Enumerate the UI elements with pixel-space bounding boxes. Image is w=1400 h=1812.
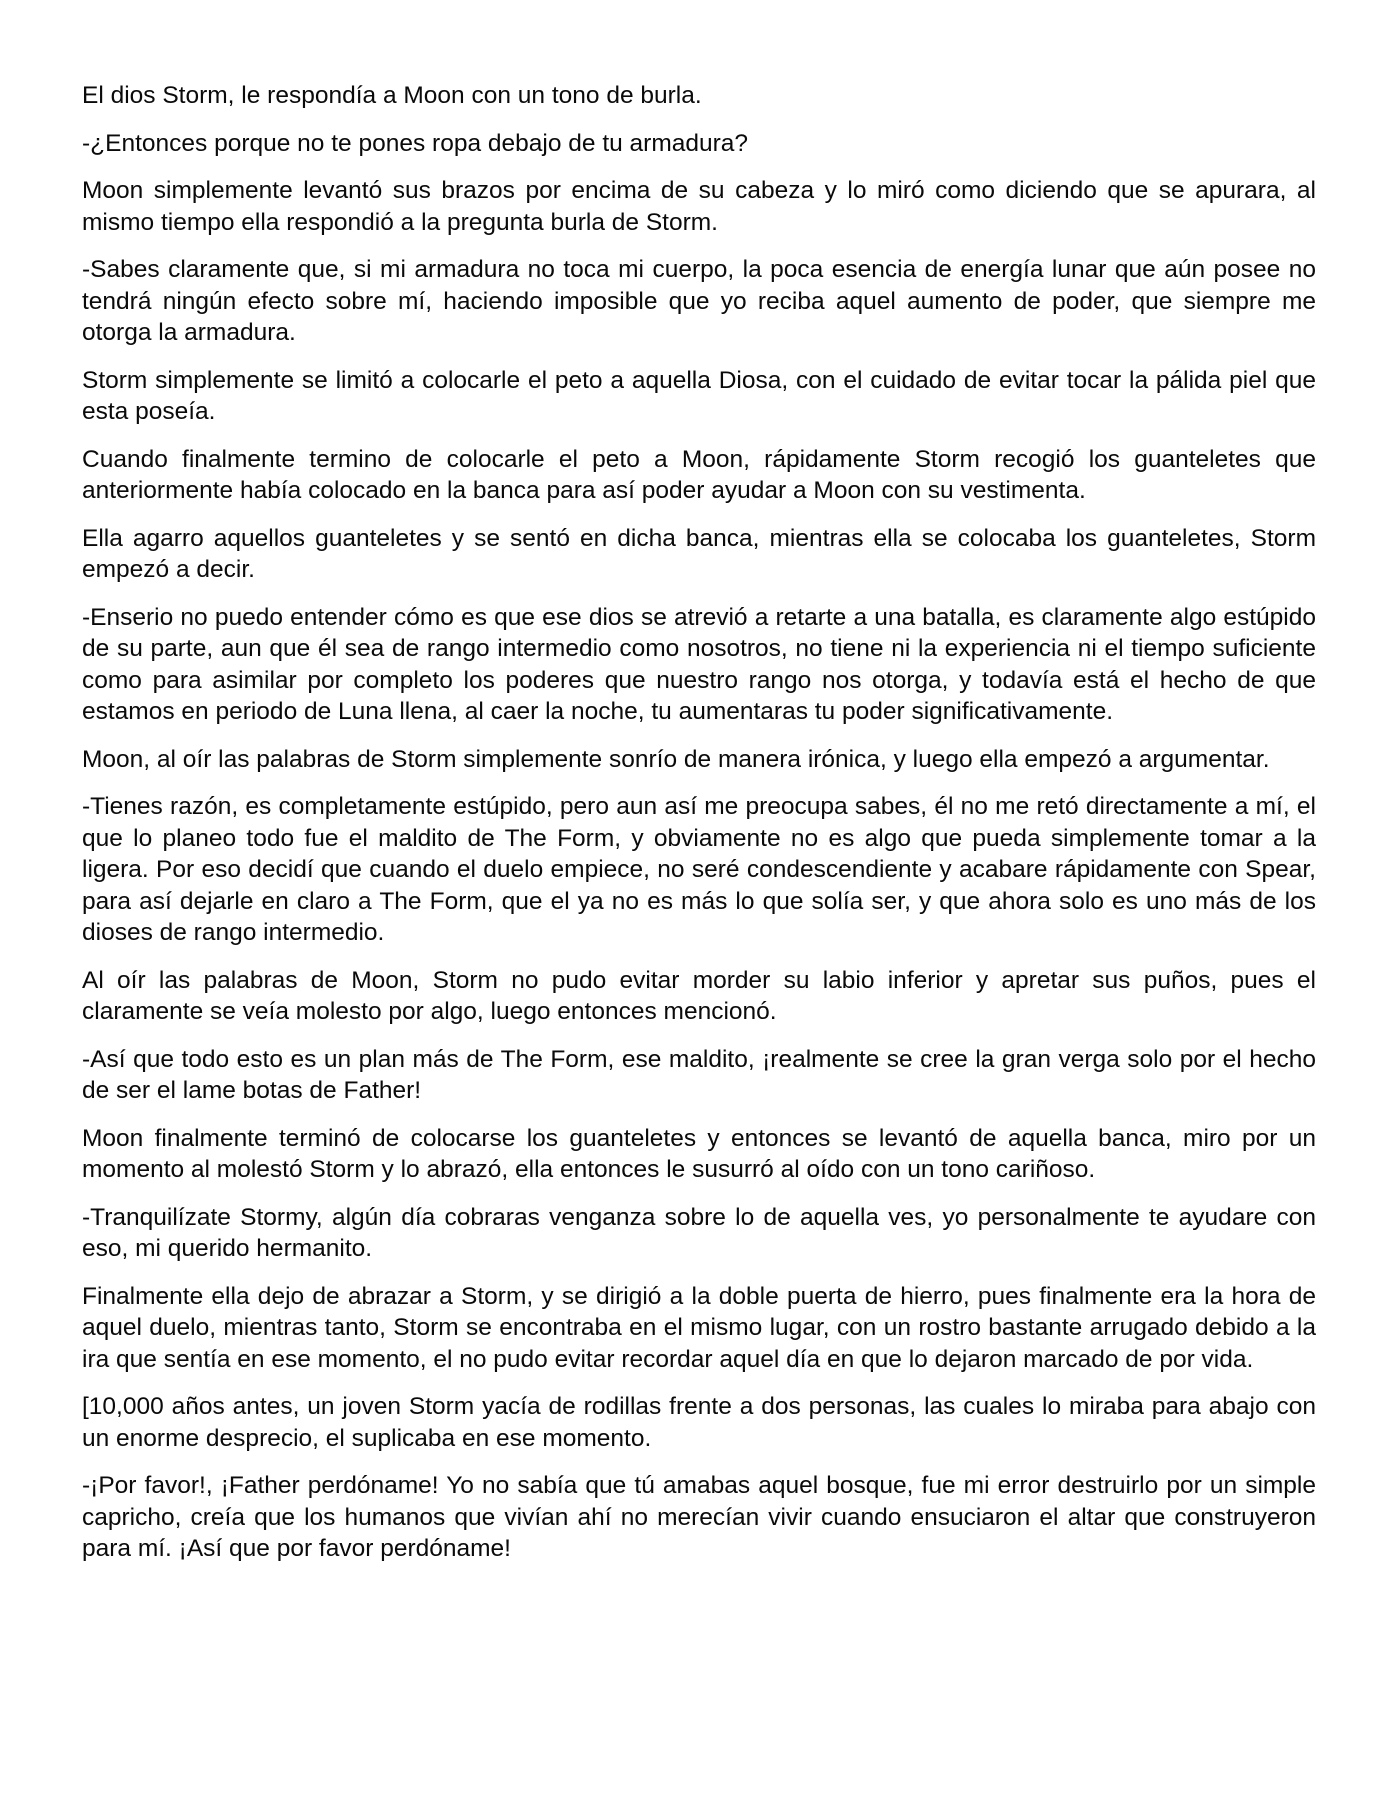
paragraph-10: -Tienes razón, es completamente estúpido, pero aun así me preocupa sabes, él no me retó directamente a mí, el que lo planeo todo fue el maldito de The Form, y obviamente no es algo que pueda simplemente tomar a la ligera. Por eso decidí que cuando el duelo empiece, no seré condescendiente y acabare rápidamente con Spear, para así dejarle en claro a The Form, que el ya no es más lo que solía ser, y que ahora solo es uno más de los dioses de rango intermedio. [82,793,1316,946]
paragraph-14: -Tranquilízate Stormy, algún día cobraras venganza sobre lo de aquella ves, yo personalmente te ayudare con eso, mi querido hermanito. [82,1203,1316,1262]
paragraph-6: Cuando finalmente termino de colocarle el peto a Moon, rápidamente Storm recogió los guanteletes que anteriormente había colocado en la banca para así poder ayudar a Moon con su vestimenta. [82,445,1316,504]
paragraph-9: Moon, al oír las palabras de Storm simplemente sonrío de manera irónica, y luego ella empezó a argumentar. [82,745,1270,773]
paragraph-3: Moon simplemente levantó sus brazos por encima de su cabeza y lo miró como diciendo que se apurara, al mismo tiempo ella respondió a la pregunta burla de Storm. [82,177,1316,236]
paragraph-8: -Enserio no puedo entender cómo es que ese dios se atrevió a retarte a una batalla, es claramente algo estúpido de su parte, aun que él sea de rango intermedio como nosotros, no tiene ni la experiencia ni el tiempo suficiente como para asimilar por completo los poderes que nuestro rango nos otorga, y todavía está el hecho de que estamos en periodo de Luna llena, al caer la noche, tu aumentaras tu poder significativamente. [82,603,1316,725]
paragraph-1: El dios Storm, le respondía a Moon con un tono de burla. [82,82,702,109]
paragraph-2: -¿Entonces porque no te pones ropa debajo de tu armadura? [82,129,749,157]
paragraph-7: Ella agarro aquellos guanteletes y se sentó en dicha banca, mientras ella se colocaba los guanteletes, Storm empezó a decir. [82,524,1316,583]
paragraph-12: -Así que todo esto es un plan más de The Form, ese maldito, ¡realmente se cree la gran verga solo por el hecho de ser el lame botas de Father! [82,1045,1316,1104]
paragraph-5: Storm simplemente se limitó a colocarle el peto a aquella Diosa, con el cuidado de evitar tocar la pálida piel que esta poseía. [82,366,1316,425]
paragraph-15: Finalmente ella dejo de abrazar a Storm, y se dirigió a la doble puerta de hierro, pues finalmente era la hora de aquel duelo, mientras tanto, Storm se encontraba en el mismo lugar, con un rostro bastante arrugado debido a la ira que sentía en ese momento, el no pudo evitar recordar aquel día en que lo dejaron marcado de por vida. [82,1282,1316,1373]
paragraph-11: Al oír las palabras de Moon, Storm no pudo evitar morder su labio inferior y apretar sus puños, pues el claramente se veía molesto por algo, luego entonces mencionó. [82,966,1316,1025]
paragraph-17: -¡Por favor!, ¡Father perdóname! Yo no sabía que tú amabas aquel bosque, fue mi error destruirlo por un simple capricho, creía que los humanos que vivían ahí no merecían vivir cuando ensuciaron el altar que construyeron para mí. ¡Así que por favor perdóname! [82,1472,1316,1562]
paragraph-16: [10,000 años antes, un joven Storm yacía de rodillas frente a dos personas, las cuales lo miraba para abajo con un enorme desprecio, el suplicaba en ese momento. [82,1393,1316,1452]
paragraph-4: -Sabes claramente que, si mi armadura no toca mi cuerpo, la poca esencia de energía lunar que aún posee no tendrá ningún efecto sobre mí, haciendo imposible que yo reciba aquel aumento de poder, que siempre me otorga la armadura. [82,256,1316,346]
paragraph-13: Moon finalmente terminó de colocarse los guanteletes y entonces se levantó de aquella banca, miro por un momento al molestó Storm y lo abrazó, ella entonces le susurró al oído con un tono cariñoso. [82,1124,1316,1183]
